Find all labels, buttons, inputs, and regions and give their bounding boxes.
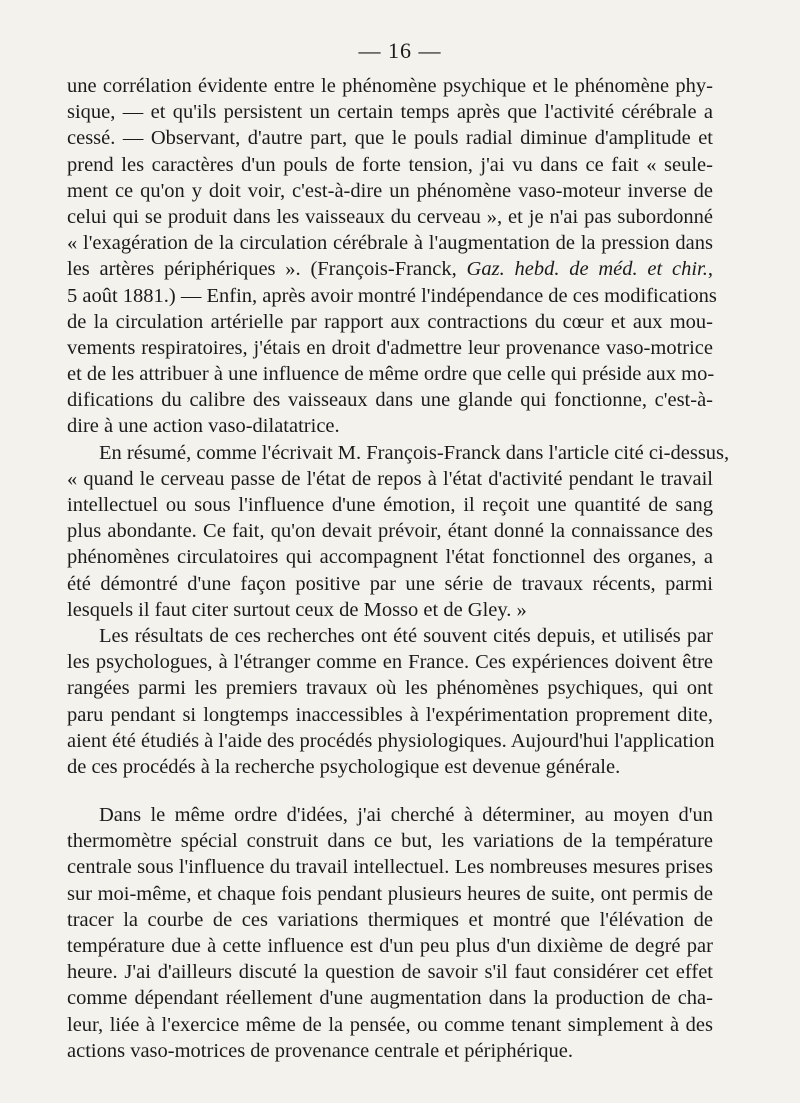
journal-citation: Gaz. hebd. de méd. et chir. [466, 258, 708, 281]
text-line: tracer la courbe de ces variations thermiques et montré que l'élévation de [67, 908, 713, 931]
text-line: Dans le même ordre d'idées, j'ai cherché à déterminer, au moyen d'un [99, 804, 713, 826]
text-line: lesquels il faut citer surtout ceux de Mosso et de Gley. » [67, 598, 527, 621]
text-line: dire à une action vaso-dilatatrice. [67, 415, 340, 438]
text-line: été démontré d'une façon positive par une série de travaux récents, parmi [67, 572, 713, 595]
text-line: sur moi-même, et chaque fois pendant plusieurs heures de suite, ont permis de [67, 882, 713, 905]
text-line: sique, — et qu'ils persistent un certain temps après que l'activité cérébrale a [67, 101, 713, 124]
text-line: température due à cette influence est d'un peu plus d'un dixième de degré par [67, 934, 713, 957]
text-line: une corrélation évidente entre le phénomène psychique et le phénomène phy- [67, 75, 713, 97]
text-line: rangées parmi les premiers travaux où les phénomènes psychiques, qui ont [67, 677, 713, 700]
text-line: « quand le cerveau passe de l'état de repos à l'état d'activité pendant le travail [67, 467, 713, 490]
text-line: phénomènes circulatoires qui accompagnent l'état fonctionnel des organes, a [67, 546, 713, 569]
text-line: ment ce qu'on y doit voir, c'est-à-dire un phénomène vaso-moteur inverse de [67, 179, 713, 202]
text-fragment: les artères périphériques ». (François-Franck, [67, 258, 457, 281]
text-line: intellectuel ou sous l'influence d'une émotion, il reçoit une quantité de sang [67, 494, 713, 516]
text-block-bottom [67, 802, 713, 1064]
text-line: plus abondante. Ce fait, qu'on devait prévoir, étant donné la connaissance des [67, 520, 713, 543]
text-line: les psychologues, à l'étranger comme en France. Ces expériences doivent être [67, 651, 713, 674]
text-line: 5 août 1881.) — Enfin, après avoir montré l'indépendance de ces modifications [67, 284, 717, 307]
text-line-with-citation [67, 256, 713, 282]
text-line: celui qui se produit dans les vaisseaux du cerveau », et je n'ai pas subordonné [67, 205, 713, 228]
page-number: — 16 — [358, 38, 442, 63]
text-line: Les résultats de ces recherches ont été souvent cités depuis, et utilisés par [99, 624, 713, 647]
text-line: vements respiratoires, j'étais en droit d'admettre leur provenance vaso-motrice [67, 336, 713, 359]
text-line: heure. J'ai d'ailleurs discuté la question de savoir s'il faut considérer cet effet [67, 961, 713, 984]
text-line: actions vaso-motrices de provenance centrale et périphérique. [67, 1039, 574, 1062]
text-line: difications du calibre des vaisseaux dans une glande qui fonctionne, c'est-à- [67, 389, 713, 412]
text-line: de ces procédés à la recherche psychologique est devenue générale. [67, 755, 621, 778]
text-line: cessé. — Observant, d'autre part, que le pouls radial diminue d'amplitude et [67, 127, 713, 150]
text-block-top [67, 73, 730, 780]
text-line: prend les caractères d'un pouls de forte tension, j'ai vu dans ce fait « seule- [67, 153, 713, 176]
text-line: leur, liée à l'exercice même de la pensée, ou comme tenant simplement à des [67, 1013, 713, 1036]
text-line: de la circulation artérielle par rapport aux contractions du cœur et aux mou- [67, 310, 713, 333]
text-line: centrale sous l'influence du travail intellectuel. Les nombreuses mesures prises [67, 856, 713, 879]
text-line: et de les attribuer à une influence de même ordre que celle qui préside aux mo- [67, 363, 715, 386]
text-line: aient été étudiés à l'aide des procédés physiologiques. Aujourd'hui l'application [67, 729, 715, 752]
citation-punctuation: , [707, 258, 713, 281]
text-line: paru pendant si longtemps inaccessibles à l'expérimentation proprement dite, [67, 703, 713, 726]
text-line: « l'exagération de la circulation cérébrale à l'augmentation de la pression dans [67, 232, 713, 255]
text-line: comme dépendant réellement d'une augmentation dans la production de cha- [67, 987, 713, 1010]
text-line: thermomètre spécial construit dans ce but, les variations de la température [67, 830, 713, 853]
text-line: En résumé, comme l'écrivait M. François-Franck dans l'article cité ci-dessus, [99, 441, 730, 464]
